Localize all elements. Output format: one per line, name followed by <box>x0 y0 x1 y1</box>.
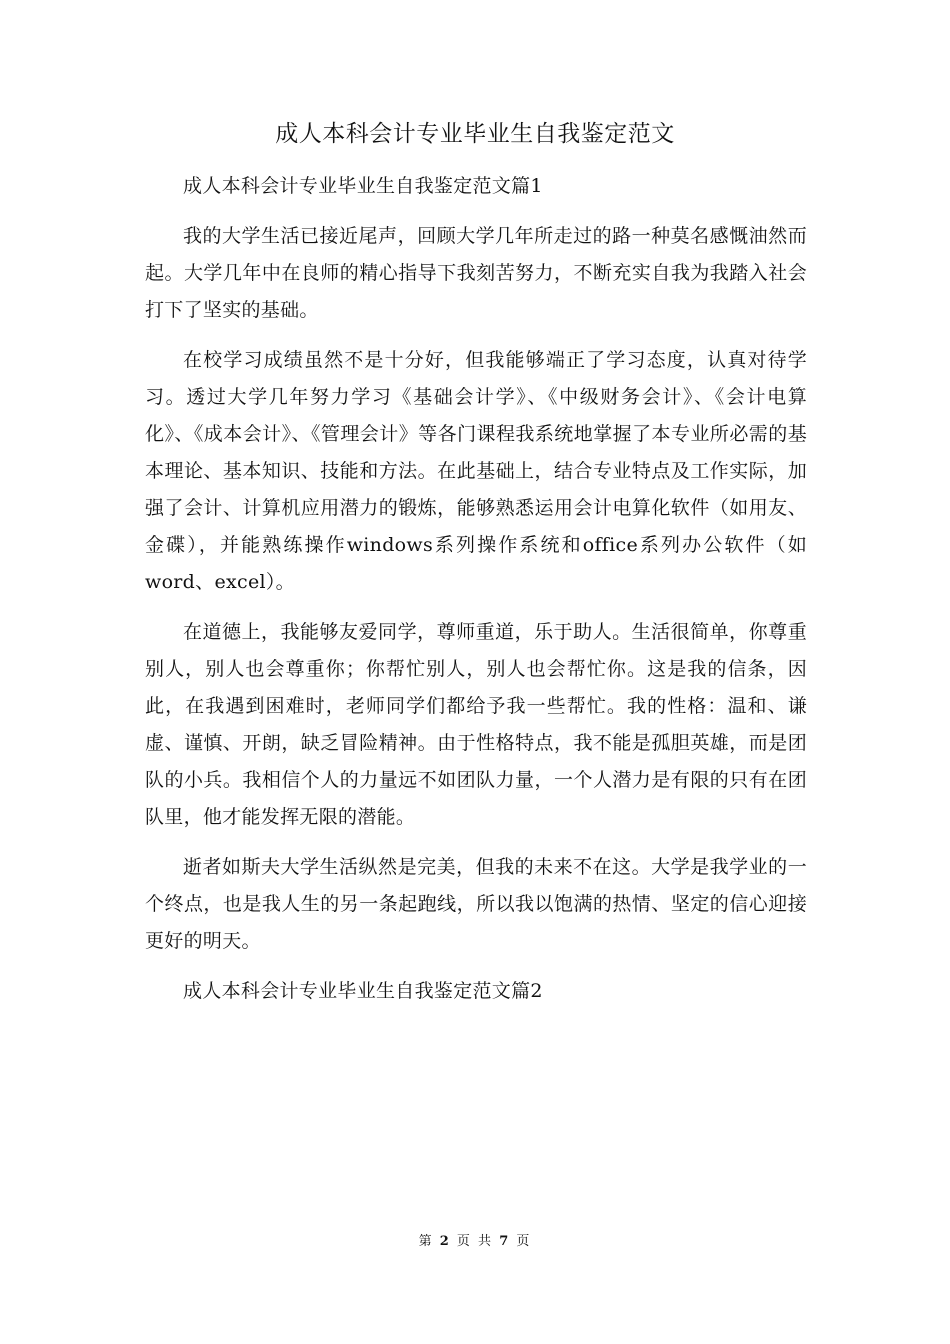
paragraph-2: 在校学习成绩虽然不是十分好，但我能够端正了学习态度，认真对待学习。透过大学几年努力学习《基础会计学》、《中级财务会计》、《会计电算化》、《成本会计》、《管理会计》等各门课程我系统地掌握了本专业所必需的基本理论、基本知识、技能和方法。在此基础上，结合专业特点及工作实际，加强了会计、计算机应用潜力的锻炼，能够熟悉运用会计电算化软件（如用友、金碟），并能熟练操作windows系列操作系统和office系列办公软件（如word、excel）。 <box>145 349 807 593</box>
page-footer <box>0 1232 950 1252</box>
current-page-number: 2 <box>439 1234 451 1249</box>
document-body <box>145 168 807 1023</box>
paragraph-4: 逝者如斯夫大学生活纵然是完美，但我的未来不在这。大学是我学业的一个终点，也是我人生的另一条起跑线，所以我以饱满的热情、坚定的信心迎接更好的明天。 <box>145 856 807 952</box>
footer-middle: 页 共 <box>456 1234 494 1249</box>
section-heading-1: 成人本科会计专业毕业生自我鉴定范文篇1 <box>183 175 543 197</box>
section-heading-2: 成人本科会计专业毕业生自我鉴定范文篇2 <box>183 980 543 1002</box>
footer-suffix: 页 <box>516 1234 532 1249</box>
paragraph-1: 我的大学生活已接近尾声，回顾大学几年所走过的路一种莫名感慨油然而起。大学几年中在良师的精心指导下我刻苦努力，不断充实自我为我踏入社会打下了坚实的基础。 <box>145 225 807 321</box>
footer-prefix: 第 <box>418 1234 434 1249</box>
document-title: 成人本科会计专业毕业生自我鉴定范文 <box>275 121 675 147</box>
paragraph-3: 在道德上，我能够友爱同学，尊师重道，乐于助人。生活很简单，你尊重别人，别人也会尊重你；你帮忙别人，别人也会帮忙你。这是我的信条，因此，在我遇到困难时，老师同学们都给予我一些帮忙。我的性格：温和、谦虚、谨慎、开朗，缺乏冒险精神。由于性格特点，我不能是孤胆英雄，而是团队的小兵。我相信个人的力量远不如团队力量，一个人潜力是有限的只有在团队里，他才能发挥无限的潜能。 <box>145 621 807 828</box>
total-pages-number: 7 <box>499 1234 511 1249</box>
